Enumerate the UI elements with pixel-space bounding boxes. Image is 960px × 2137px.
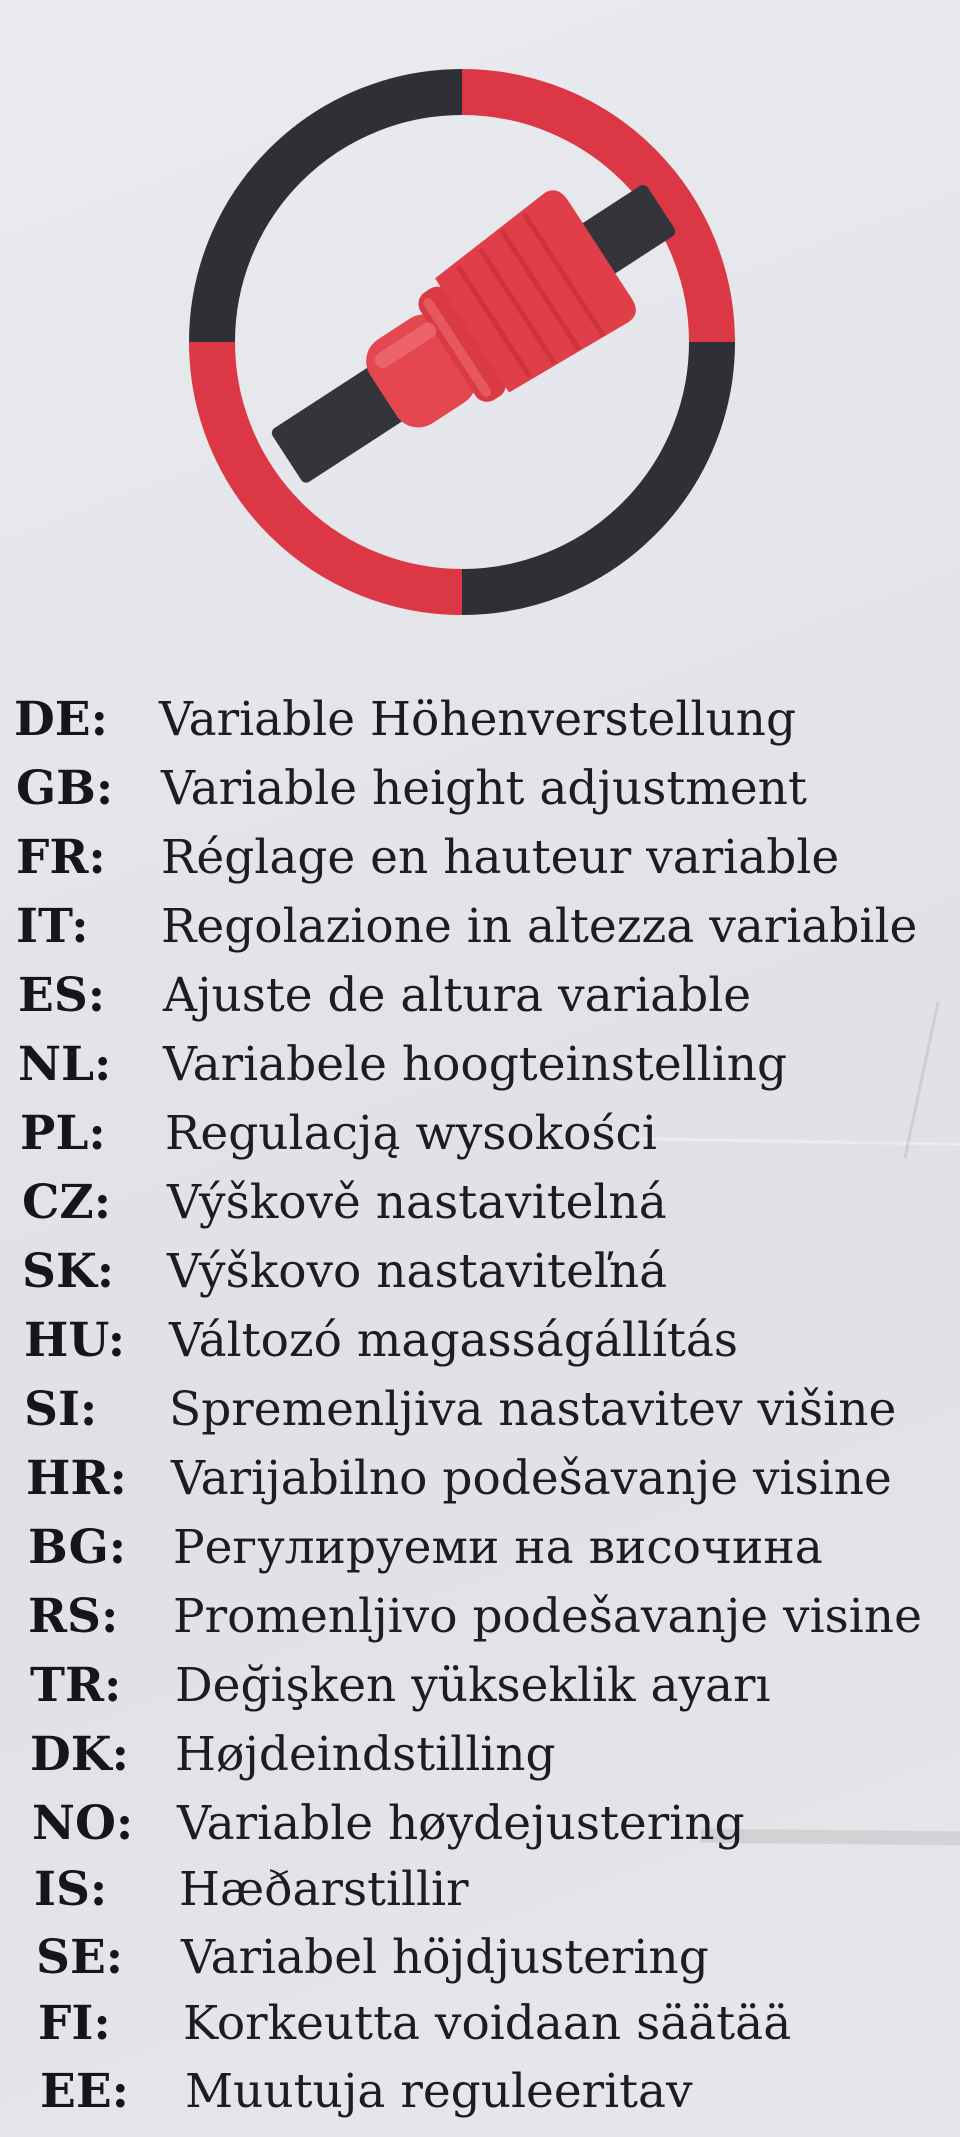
language-text: Spremenljiva nastavitev višine — [169, 1382, 897, 1437]
language-row-rs — [28, 1587, 922, 1647]
language-text: Variabel höjdjustering — [181, 1930, 709, 1985]
paper-crease — [903, 1001, 939, 1158]
language-text: Variable Höhenverstellung — [159, 692, 797, 747]
language-code: ES: — [18, 968, 106, 1023]
language-code: HR: — [26, 1451, 127, 1506]
language-row-nl — [18, 1035, 787, 1095]
language-text: Regolazione in altezza variabile — [161, 899, 918, 954]
language-text: Højdeindstilling — [175, 1727, 556, 1782]
language-code: IS: — [34, 1862, 108, 1917]
language-text: Variable height adjustment — [161, 761, 807, 816]
language-code: DE: — [14, 692, 108, 747]
language-code: CZ: — [22, 1175, 112, 1230]
language-row-hu — [24, 1311, 738, 1371]
language-text: Réglage en hauteur variable — [161, 830, 840, 885]
language-row-fi — [38, 1994, 791, 2054]
language-text: Variable høydejustering — [177, 1796, 745, 1851]
height-adjustment-clamp-icon — [182, 62, 742, 622]
language-text: Регулируеми на височина — [173, 1520, 823, 1575]
language-row-se — [36, 1928, 709, 1988]
language-code: FR: — [16, 830, 106, 885]
language-text: Výškově nastavitelná — [167, 1175, 667, 1230]
language-row-dk — [30, 1725, 556, 1785]
language-code: BG: — [28, 1520, 127, 1575]
language-text: Hæðarstillir — [179, 1862, 469, 1917]
language-text: Promenljivo podešavanje visine — [173, 1589, 922, 1644]
language-row-es — [18, 966, 751, 1026]
language-code: IT: — [16, 899, 89, 954]
language-text: Výškovo nastaviteľná — [167, 1244, 668, 1299]
language-row-si — [24, 1380, 896, 1440]
language-code: GB: — [16, 761, 114, 816]
language-code: TR: — [30, 1658, 122, 1713]
language-code: FI: — [38, 1996, 111, 2051]
language-code: PL: — [20, 1106, 106, 1161]
language-row-pl — [20, 1104, 657, 1164]
language-code: NO: — [32, 1796, 134, 1851]
paper-crease — [640, 1137, 960, 1146]
language-row-cz — [22, 1173, 667, 1233]
language-row-hr — [26, 1449, 892, 1509]
language-code: SK: — [22, 1244, 115, 1299]
language-code: SE: — [36, 1930, 124, 1985]
language-row-no — [32, 1794, 745, 1854]
language-row-tr — [30, 1656, 771, 1716]
language-row-fr — [16, 828, 839, 888]
language-text: Değişken yükseklik ayarı — [175, 1658, 771, 1713]
language-row-gb — [16, 759, 807, 819]
language-text: Korkeutta voidaan säätää — [183, 1996, 792, 2051]
language-row-is — [34, 1860, 469, 1920]
language-code: NL: — [18, 1037, 112, 1092]
language-row-ee — [40, 2062, 693, 2122]
language-text: Varijabilno podešavanje visine — [171, 1451, 892, 1506]
language-code: RS: — [28, 1589, 119, 1644]
language-text: Regulacją wysokości — [165, 1106, 657, 1161]
language-row-it — [16, 897, 917, 957]
language-row-sk — [22, 1242, 667, 1302]
language-row-de — [14, 690, 796, 750]
language-text: Variabele hoogteinstelling — [163, 1037, 788, 1092]
language-text: Muutuja reguleeritav — [185, 2064, 693, 2119]
language-code: SI: — [24, 1382, 98, 1437]
language-text: Változó magasságállítás — [169, 1313, 739, 1368]
language-text: Ajuste de altura variable — [163, 968, 752, 1023]
language-code: EE: — [40, 2064, 129, 2119]
language-code: DK: — [30, 1727, 129, 1782]
language-code: HU: — [24, 1313, 126, 1368]
language-row-bg — [28, 1518, 823, 1578]
